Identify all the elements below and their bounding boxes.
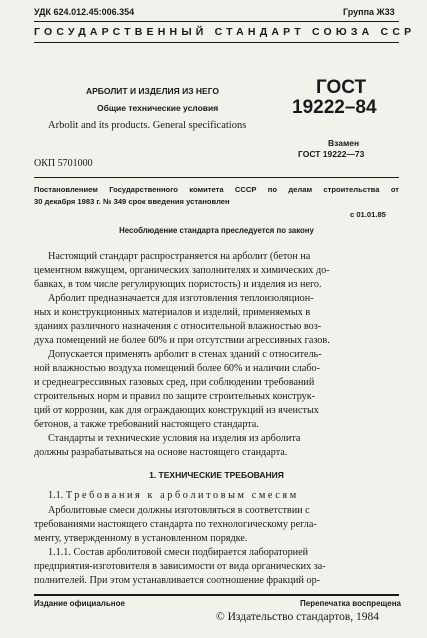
replaces-value: ГОСТ 19222—73 xyxy=(298,149,365,159)
title-rule xyxy=(34,177,399,178)
okp-code: ОКП 5701000 xyxy=(34,158,93,169)
publisher-copyright: © Издательство стандартов, 1984 xyxy=(216,611,380,623)
text-line: Арболитовые смеси должны изготовляться в соответствии с xyxy=(48,505,310,516)
body-paragraph xyxy=(34,504,399,546)
text-line: менту, утвержденному в установленном порядке. xyxy=(34,533,248,544)
body-paragraph xyxy=(34,348,399,432)
text-line: предприятия-изготовителя в зависимости от вида органических за- xyxy=(34,561,326,572)
body-paragraph xyxy=(34,432,399,460)
header-rule-top xyxy=(34,21,399,22)
text-line: ных и конструкционных материалов и изделий, применяемых в xyxy=(34,307,311,318)
subsection-title: Требования к арболитовым смесям xyxy=(65,490,299,501)
header-rule-bottom xyxy=(34,42,399,43)
decree-line-2: 30 декабря 1983 г. № 349 срок введения установлен xyxy=(34,197,230,206)
replaces-label: Взамен xyxy=(328,138,360,148)
effective-date: с 01.01.85 xyxy=(350,210,386,219)
state-standard-title: ГОСУДАРСТВЕННЫЙ СТАНДАРТ СОЮЗА ССР xyxy=(34,26,416,38)
text-line: ций от коррозии, как для ограждающих конструкций из ячеистых xyxy=(34,405,319,416)
text-line: должны разрабатываться на основе настоящего стандарта. xyxy=(34,447,288,458)
text-line: Допускается применять арболит в стенах зданий с относитель- xyxy=(48,349,322,360)
text-line: духа помещений не более 60% и при отсутствии агрессивных газов. xyxy=(34,335,330,346)
body-paragraph xyxy=(34,250,399,292)
document-title-en: Arbolit and its products. General specifications xyxy=(48,120,247,131)
text-line: Арболит предназначается для изготовления теплоизоляцион- xyxy=(48,293,314,304)
document-title: АРБОЛИТ И ИЗДЕЛИЯ ИЗ НЕГО xyxy=(86,86,220,96)
body-paragraph xyxy=(34,546,399,588)
text-line: цементном вяжущем, органических заполнителях и химических до- xyxy=(34,265,330,276)
text-line: Стандарты и технические условия на изделия из арболита xyxy=(48,433,301,444)
text-line: Настоящий стандарт распространяется на арболит (бетон на xyxy=(48,251,311,262)
text-line: полнителей. При этом устанавливается соотношение фракций ор- xyxy=(34,575,321,586)
text-line: требованиями настоящего стандарта по технологическому регла- xyxy=(34,519,317,530)
text-line: ной влажностью воздуха помещений более 60% и наличии слабо- xyxy=(34,363,321,374)
reprint-notice: Перепечатка воспрещена xyxy=(300,599,401,608)
decree-line-1: Постановлением Государственного комитета СССР по делам строительства от xyxy=(34,185,399,194)
group-code: Группа Ж33 xyxy=(343,7,395,17)
footer-rule xyxy=(34,594,399,596)
gost-number: 19222–84 xyxy=(292,97,377,118)
official-edition: Издание официальное xyxy=(34,599,125,608)
text-line: бетонов, а также требований настоящего стандарта. xyxy=(34,419,259,430)
text-line: строительных норм и правил по защите строительных конструк- xyxy=(34,391,316,402)
gost-label: ГОСТ xyxy=(316,77,367,98)
text-line: и среднеагрессивных газовых сред, при соблюдении требований xyxy=(34,377,315,388)
subsection-heading xyxy=(48,490,299,501)
text-line: зданиях различного назначения с относительной влажностью воз- xyxy=(34,321,322,332)
document-subtitle: Общие технические условия xyxy=(97,103,219,113)
subsection-number: 1.1. xyxy=(48,490,64,501)
section-title: 1. ТЕХНИЧЕСКИЕ ТРЕБОВАНИЯ xyxy=(149,470,284,480)
legal-notice: Несоблюдение стандарта преследуется по закону xyxy=(119,226,314,235)
body-paragraph xyxy=(34,292,399,348)
text-line: 1.1.1. Состав арболитовой смеси подбирается лабораторией xyxy=(48,547,309,558)
udk-code: УДК 624.012.45:006.354 xyxy=(34,7,135,17)
text-line: бавках, в том числе регулирующих пористость) и изделия из него. xyxy=(34,279,322,290)
